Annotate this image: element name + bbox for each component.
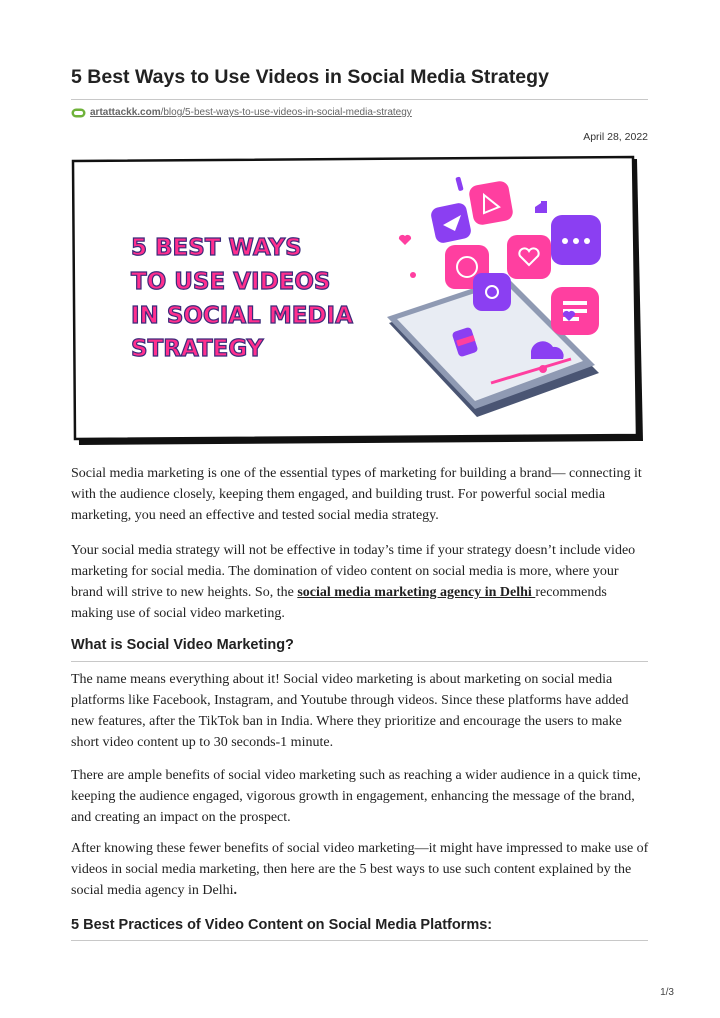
source-domain-link[interactable]: artattackk.com <box>90 107 161 118</box>
heart-icon <box>507 235 551 279</box>
hero-line-4: STRATEGY <box>131 336 264 362</box>
link-icon <box>71 108 86 118</box>
article-title: 5 Best Ways to Use Videos in Social Media Strategy <box>71 66 549 88</box>
paragraph-2 <box>71 540 651 624</box>
publish-date: April 28, 2022 <box>583 131 648 143</box>
bookmark-icon <box>468 180 514 226</box>
agency-link[interactable]: social media marketing agency in Delhi <box>297 585 536 600</box>
hero-image <box>71 155 648 449</box>
paragraph-5 <box>71 838 651 901</box>
hero-line-1: 5 BEST WAYS <box>131 235 302 261</box>
paragraph-2-text-end: recommends making use of social video marketing. <box>71 585 607 621</box>
paragraph-4: There are ample benefits of social video marketing such as reaching a wider audience in a quick time, keeping the audience engaged, vigorous growth in engagement, enhancing the message of the brand, and creating an impact on the prospect. <box>71 768 641 825</box>
paragraph-2-text: Your social media strategy will not be effective in today’s time if your strategy doesn’t include video marketing for social media. The domination of video content on social media is more, where your brand will strive to new heights. So, the <box>71 543 636 600</box>
title-divider <box>71 99 648 100</box>
section-heading-1: What is Social Video Marketing? <box>71 637 294 653</box>
paragraph-3: The name means everything about it! Social video marketing is about marketing on social media platforms like Facebook, Instagram, and Youtube through videos. Since these platforms have added new features, after the TikTok ban in India. Where they prioritize and encourage the users to make short video content up to 30 seconds-1 minute. <box>71 672 629 750</box>
section-divider-1 <box>71 661 648 662</box>
paragraph-5-period: . <box>233 883 237 898</box>
hero-line-3: IN SOCIAL MEDIA <box>131 303 353 329</box>
page-number: 1/3 <box>660 987 674 998</box>
source-line <box>71 107 412 118</box>
paragraph-1: Social media marketing is one of the essential types of marketing for building a brand— connecting it with the audience closely, keeping them engaged, and building trust. For powerful social media marketing, you need an effective and tested social media strategy. <box>71 466 642 523</box>
hero-line-2: TO USE VIDEOS <box>131 269 331 295</box>
section-divider-2 <box>71 940 648 941</box>
source-path-link[interactable]: /blog/5-best-ways-to-use-videos-in-social-media-strategy <box>160 107 412 118</box>
section-heading-2: 5 Best Practices of Video Content on Social Media Platforms: <box>71 917 493 933</box>
at-icon <box>473 273 511 311</box>
paragraph-5-text: After knowing these fewer benefits of social video marketing—it might have impressed to make use of videos in social media marketing, then here are the 5 best ways to use such content explained by the social media agency in Delhi <box>71 841 649 898</box>
